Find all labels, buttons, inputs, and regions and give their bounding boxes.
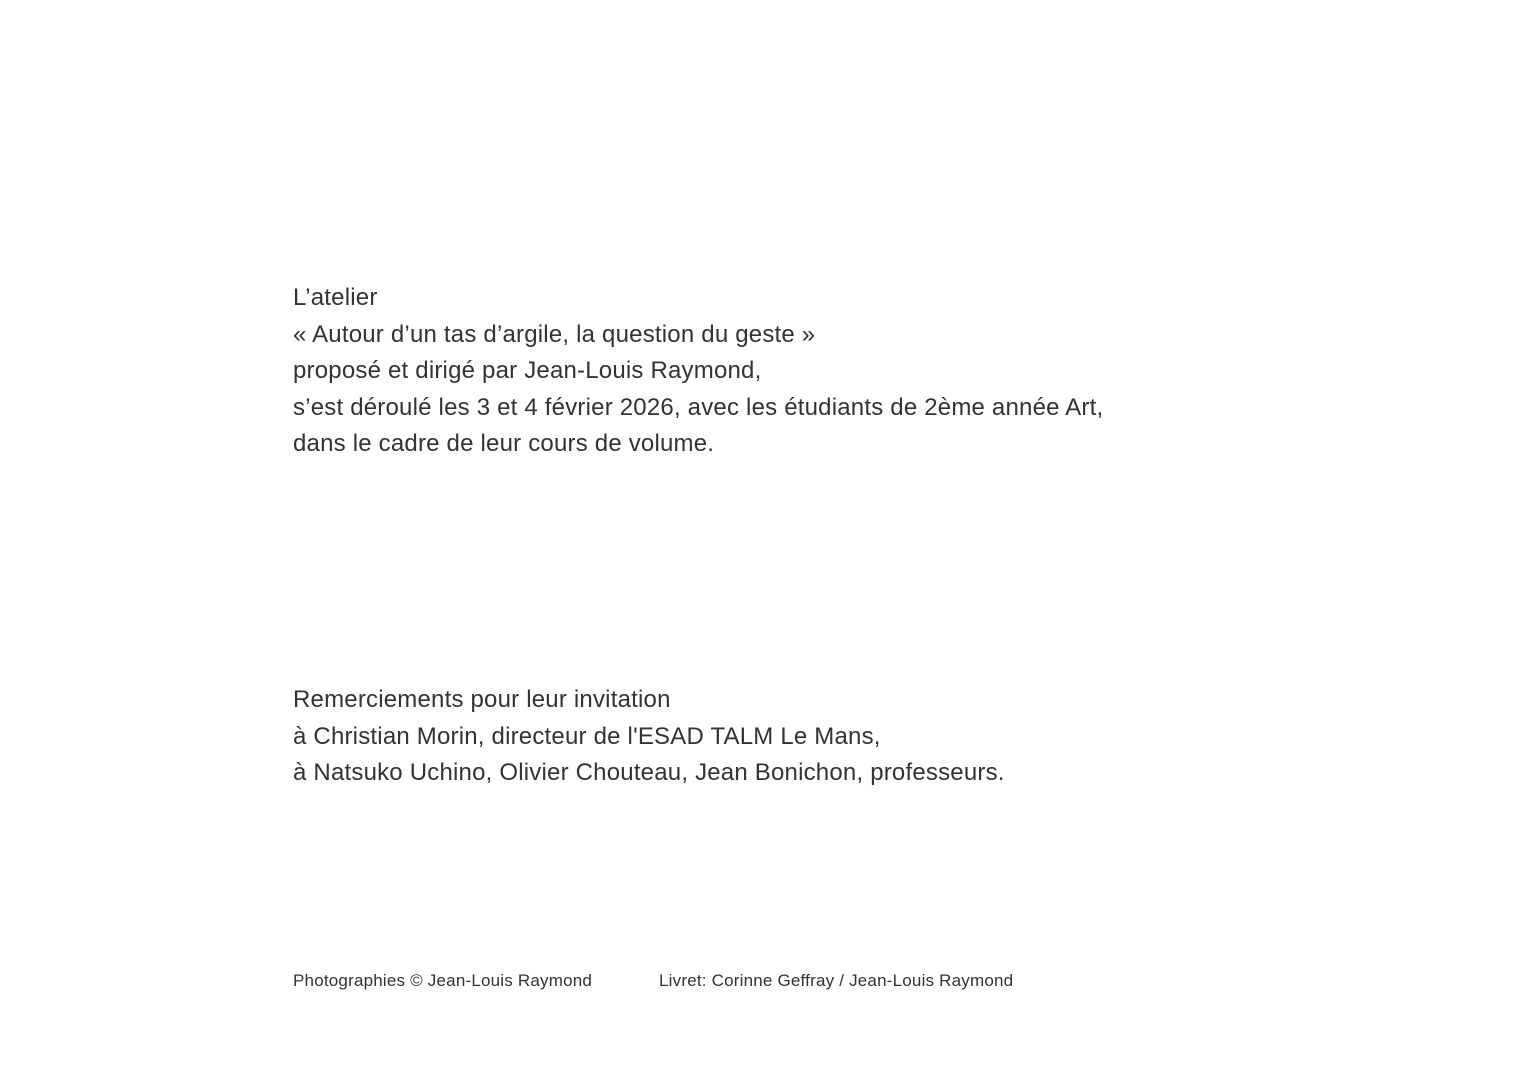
acknowledgements [293, 682, 1005, 792]
livret-credit: Livret: Corinne Geffray / Jean-Louis Raymond [659, 971, 1014, 990]
atelier-description [293, 280, 1103, 463]
atelier-workshop-name-line: « Autour d’un tas d’argile, la question du geste » [293, 320, 816, 348]
atelier-title-line: L’atelier [293, 284, 378, 311]
acknowledgements-title-line: Remerciements pour leur invitation [293, 686, 671, 713]
acknowledgements-director-line: à Christian Morin, directeur de l'ESAD TALM Le Mans, [293, 722, 881, 750]
atelier-dates-line: s’est déroulé les 3 et 4 février 2026, avec les étudiants de 2ème année Art, [293, 393, 1104, 421]
acknowledgements-professors-line: à Natsuko Uchino, Olivier Chouteau, Jean Bonichon, professeurs. [293, 759, 1005, 786]
atelier-director-line: proposé et dirigé par Jean-Louis Raymond, [293, 357, 762, 384]
photo-credit: Photographies © Jean-Louis Raymond [293, 971, 593, 990]
atelier-context-line: dans le cadre de leur cours de volume. [293, 430, 715, 457]
